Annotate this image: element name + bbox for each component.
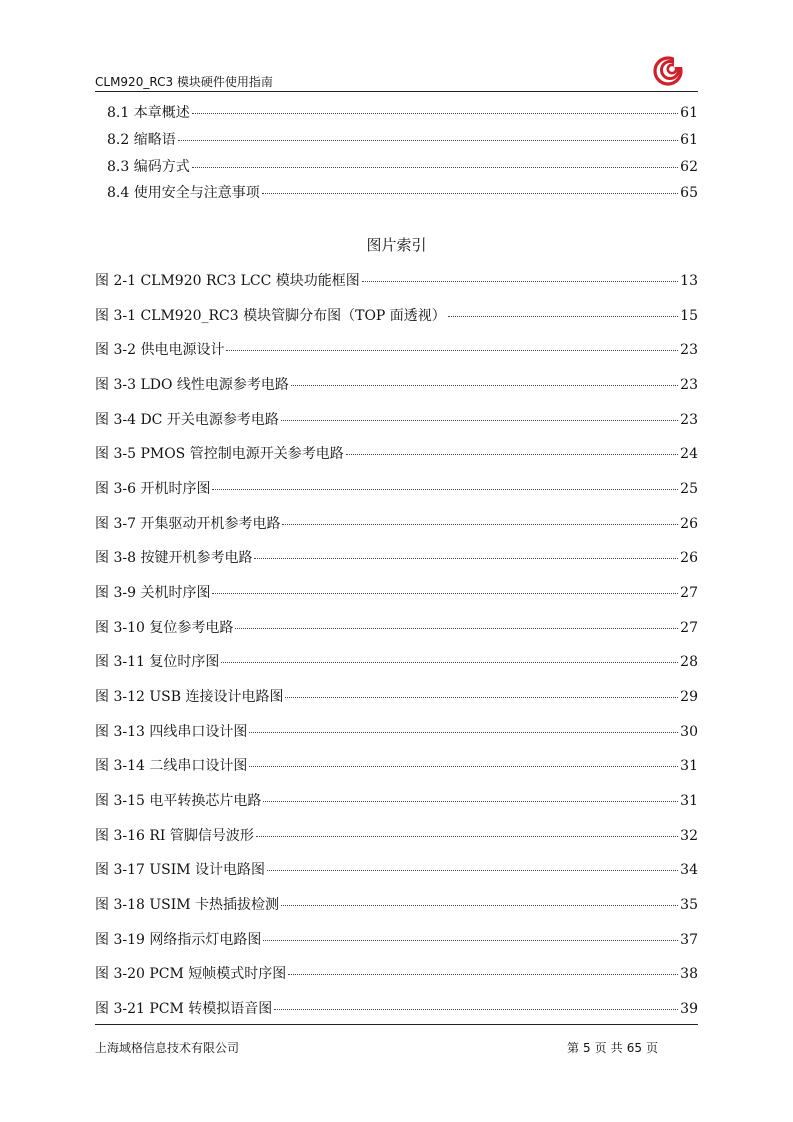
figure-entry-label: 图 3-10 复位参考电路 <box>95 620 234 636</box>
dot-leader <box>249 731 678 733</box>
figure-entry-page: 27 <box>680 620 698 636</box>
figure-entry[interactable] <box>95 547 698 567</box>
figure-entry[interactable] <box>95 582 698 602</box>
toc-entry-page: 62 <box>680 159 698 175</box>
figure-entry-label: 图 3-4 DC 开关电源参考电路 <box>95 412 279 428</box>
figure-entry-label: 图 3-6 开机时序图 <box>95 481 211 497</box>
dot-leader <box>281 419 678 421</box>
dot-leader <box>288 973 678 975</box>
page-word: 页 <box>594 1041 607 1055</box>
dot-leader <box>192 166 678 168</box>
figure-entry-page: 23 <box>680 377 698 393</box>
dot-leader <box>346 453 678 455</box>
dot-leader <box>178 139 678 141</box>
dot-leader <box>274 1008 678 1010</box>
figure-entry[interactable] <box>95 305 698 325</box>
figure-entry-page: 23 <box>680 412 698 428</box>
figure-entry[interactable] <box>95 374 698 394</box>
dot-leader <box>226 349 678 351</box>
figure-entry-label: 图 2-1 CLM920 RC3 LCC 模块功能框图 <box>95 273 360 289</box>
figure-entry[interactable] <box>95 963 698 983</box>
dot-leader <box>285 696 678 698</box>
figure-entry-page: 30 <box>680 724 698 740</box>
page-counter <box>567 1039 662 1056</box>
figure-entry[interactable] <box>95 617 698 637</box>
figure-entry-page: 31 <box>680 793 698 809</box>
figure-entry-label: 图 3-12 USB 连接设计电路图 <box>95 689 284 705</box>
figure-entry-label: 图 3-17 USIM 设计电路图 <box>95 862 266 878</box>
figure-entry-label: 图 3-18 USIM 卡热插拔检测 <box>95 897 280 913</box>
figure-entry-page: 23 <box>680 342 698 358</box>
toc-entry[interactable] <box>95 102 698 122</box>
figure-entry[interactable] <box>95 894 698 914</box>
figure-entry-label: 图 3-21 PCM 转模拟语音图 <box>95 1001 273 1017</box>
dot-leader <box>263 800 678 802</box>
total-pages: 65 <box>626 1041 642 1055</box>
figure-entry-page: 27 <box>680 585 698 601</box>
figure-entry-page: 28 <box>680 654 698 670</box>
figure-entry-label: 图 3-2 供电电源设计 <box>95 342 225 358</box>
figure-entry[interactable] <box>95 513 698 533</box>
figure-entry-page: 24 <box>680 446 698 462</box>
figure-entry[interactable] <box>95 686 698 706</box>
figure-entry-page: 31 <box>680 758 698 774</box>
dot-leader <box>221 661 678 663</box>
dot-leader <box>362 280 678 282</box>
figure-entry[interactable] <box>95 929 698 949</box>
figure-entry-label: 图 3-3 LDO 线性电源参考电路 <box>95 377 289 393</box>
figure-entry-page: 37 <box>680 932 698 948</box>
toc-entry[interactable] <box>95 156 698 176</box>
figure-entry-page: 13 <box>680 273 698 289</box>
figure-entry-label: 图 3-14 二线串口设计图 <box>95 758 248 774</box>
figure-entry-label: 图 3-13 四线串口设计图 <box>95 724 248 740</box>
toc-entry-page: 61 <box>680 132 698 148</box>
figure-entry[interactable] <box>95 443 698 463</box>
figure-entry-label: 图 3-16 RI 管脚信号波形 <box>95 828 254 844</box>
figure-entry-page: 34 <box>680 862 698 878</box>
figure-entry-page: 25 <box>680 481 698 497</box>
footer-divider <box>95 1024 698 1025</box>
figure-entry[interactable] <box>95 651 698 671</box>
figure-entry-page: 38 <box>680 966 698 982</box>
figure-entry-page: 26 <box>680 550 698 566</box>
dot-leader <box>235 627 678 629</box>
toc-entry-label: 8.2 缩略语 <box>107 132 176 148</box>
page-prefix: 第 <box>567 1041 580 1055</box>
dot-leader <box>212 488 678 490</box>
dot-leader <box>256 835 678 837</box>
figure-entry-label: 图 3-7 开集驱动开机参考电路 <box>95 516 281 532</box>
toc-entry-page: 61 <box>680 105 698 121</box>
toc-entry[interactable] <box>95 129 698 149</box>
figure-entry[interactable] <box>95 478 698 498</box>
total-word: 页 <box>645 1041 658 1055</box>
figure-entry-page: 35 <box>680 897 698 913</box>
figure-entry[interactable] <box>95 755 698 775</box>
header-divider <box>95 91 698 92</box>
page-number: 5 <box>583 1041 591 1055</box>
figure-entry[interactable] <box>95 409 698 429</box>
dot-leader <box>282 523 678 525</box>
figure-entry-label: 图 3-15 电平转换芯片电路 <box>95 793 262 809</box>
figure-entry-label: 图 3-1 CLM920_RC3 模块管脚分布图（TOP 面透视） <box>95 308 446 324</box>
figure-entry-label: 图 3-11 复位时序图 <box>95 654 220 670</box>
figure-entry[interactable] <box>95 825 698 845</box>
figure-entry-label: 图 3-19 网络指示灯电路图 <box>95 932 262 948</box>
dot-leader <box>448 315 678 317</box>
figure-entry[interactable] <box>95 721 698 741</box>
dot-leader <box>281 904 678 906</box>
toc-entry-label: 8.3 编码方式 <box>107 159 190 175</box>
document-title: CLM920_RC3 模块硬件使用指南 <box>95 75 273 89</box>
figure-entry-label: 图 3-9 关机时序图 <box>95 585 211 601</box>
figure-entry[interactable] <box>95 998 698 1018</box>
dot-leader <box>267 869 678 871</box>
dot-leader <box>254 557 678 559</box>
figure-entry[interactable] <box>95 339 698 359</box>
figure-index-heading: 图片索引 <box>366 236 427 254</box>
figure-entry[interactable] <box>95 270 698 290</box>
figure-entry-label: 图 3-20 PCM 短帧模式时序图 <box>95 966 287 982</box>
dot-leader <box>249 765 678 767</box>
figure-entry-page: 26 <box>680 516 698 532</box>
figure-entry-page: 32 <box>680 828 698 844</box>
figure-entry-page: 29 <box>680 689 698 705</box>
dot-leader <box>262 192 678 194</box>
figure-entry-page: 15 <box>680 308 698 324</box>
toc-entry[interactable] <box>95 182 698 202</box>
figure-entry-label: 图 3-5 PMOS 管控制电源开关参考电路 <box>95 446 344 462</box>
dot-leader <box>263 939 678 941</box>
figure-entry[interactable] <box>95 859 698 879</box>
figure-entry-page: 39 <box>680 1001 698 1017</box>
dot-leader <box>192 112 678 114</box>
dot-leader <box>212 592 678 594</box>
total-prefix: 共 <box>610 1041 623 1055</box>
toc-entry-page: 65 <box>680 185 698 201</box>
company-logo-icon <box>652 55 684 87</box>
toc-entry-label: 8.4 使用安全与注意事项 <box>107 185 260 201</box>
toc-entry-label: 8.1 本章概述 <box>107 105 190 121</box>
figure-entry-label: 图 3-8 按键开机参考电路 <box>95 550 253 566</box>
dot-leader <box>291 384 678 386</box>
company-name: 上海域格信息技术有限公司 <box>95 1041 240 1055</box>
figure-entry[interactable] <box>95 790 698 810</box>
